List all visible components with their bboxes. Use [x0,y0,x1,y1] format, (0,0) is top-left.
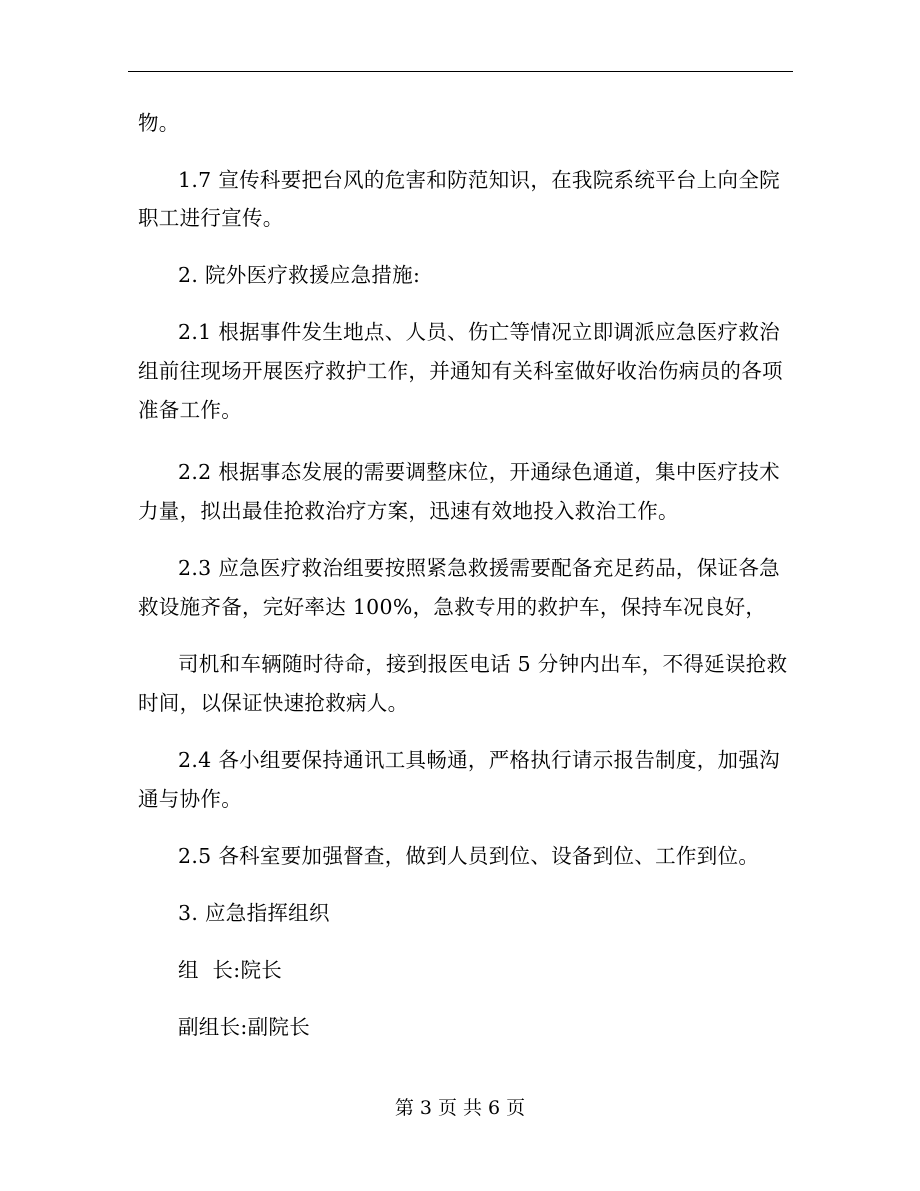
text-line: 1.7 宣传科要把台风的危害和防范知识，在我院系统平台上向全院 [178,168,780,192]
text-line: 2.1 根据事件发生地点、人员、伤亡等情况立即调派应急医疗救治 [178,320,780,344]
page-number: 第 3 页 共 6 页 [394,1097,526,1119]
text-line: 3. 应急指挥组织 [178,901,330,925]
text-line: 职工进行宣传。 [138,206,284,230]
text-line: 救设施齐备，完好率达 100%，急救专用的救护车，保持车况良好， [138,595,767,619]
text-line: 2. 院外医疗救援应急措施: [178,263,421,287]
text-line: 组前往现场开展医疗救护工作，并通知有关科室做好收治伤病员的各项 [138,359,783,383]
text-line: 2.5 各科室要加强督查，做到人员到位、设备到位、工作到位。 [178,844,760,868]
text-line: 力量，拟出最佳抢救治疗方案，迅速有效地投入救治工作。 [138,499,679,523]
text-line: 组 长:院长 [178,958,283,982]
text-line: 通与协作。 [138,787,242,811]
header-rule [128,71,793,72]
text-line: 2.3 应急医疗救治组要按照紧急救援需要配备充足药品，保证各急 [178,556,780,580]
text-line: 司机和车辆随时待命，接到报医电话 5 分钟内出车，不得延误抢救 [178,652,788,676]
text-line: 时间，以保证快速抢救病人。 [138,691,409,715]
text-line: 物。 [138,111,180,135]
text-line: 准备工作。 [138,398,242,422]
text-line: 副组长:副院长 [178,1015,311,1039]
text-line: 2.2 根据事态发展的需要调整床位，开通绿色通道，集中医疗技术 [178,460,780,484]
text-line: 2.4 各小组要保持通讯工具畅通，严格执行请示报告制度，加强沟 [178,748,780,772]
